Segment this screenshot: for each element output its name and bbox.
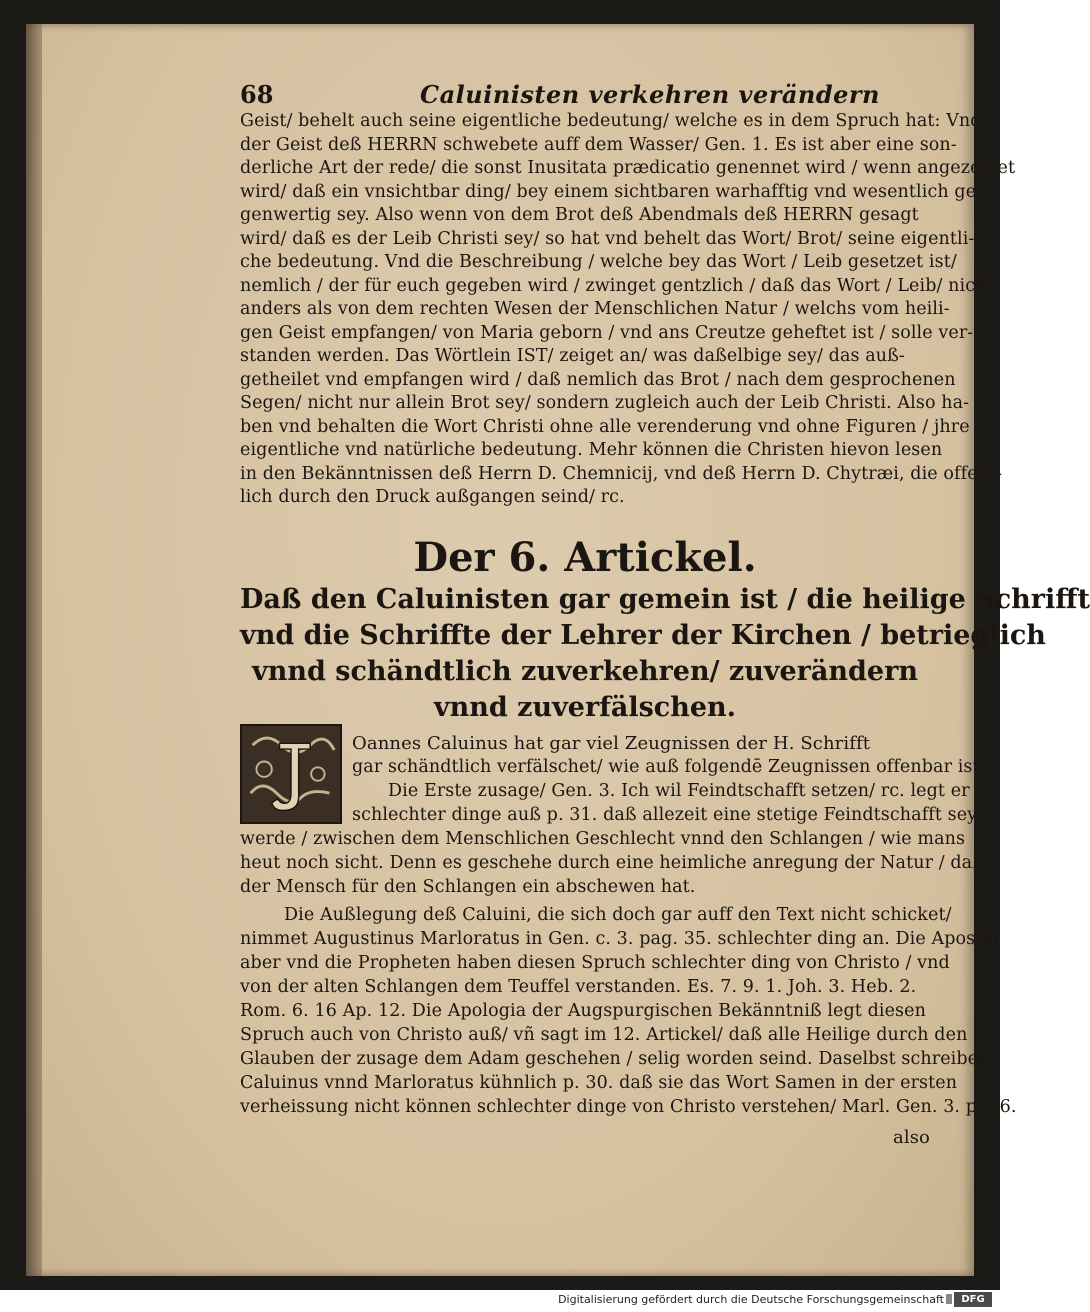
text-line: von der alten Schlangen dem Teuffel verstanden. Es. 7. 9. 1. Joh. 3. Heb. 2.	[240, 977, 917, 997]
text-line: Die Erste zusage/ Gen. 3. Ich wil Feindtschafft setzen/ rc. legt er	[388, 781, 970, 801]
text-line: wird/ daß ein vnsichtbar ding/ bey einem sichtbaren warhafftig vnd wesentlich ge-	[240, 181, 983, 202]
text-line: standen werden. Das Wörtlein IST/ zeiget an/ was daßelbige sey/ das auß-	[240, 346, 905, 366]
article-heading: Der 6. Artickel.	[413, 534, 757, 581]
text-line: werde / zwischen dem Menschlichen Geschlecht vnnd den Schlangen / wie mans	[240, 829, 966, 849]
catchword: also	[893, 1127, 930, 1148]
text-line: Caluinus vnnd Marloratus kühnlich p. 30. daß sie das Wort Samen in der ersten	[240, 1073, 958, 1093]
text-line: wird/ daß es der Leib Christi sey/ so hat vnd behelt das Wort/ Brot/ seine eigentli-	[240, 228, 975, 249]
article-subheading-line: Daß den Caluinisten gar gemein ist / die heilige Schrifft	[240, 584, 1090, 615]
dfg-logo-mark-icon	[946, 1294, 952, 1304]
text-line: lich durch den Druck außgangen seind/ rc.	[240, 487, 625, 507]
text-line: Spruch auch von Christo auß/ vñ sagt im 12. Artickel/ daß alle Heilige durch den	[240, 1025, 968, 1045]
article-subheading-line: vnd die Schriffte der Lehrer der Kirchen / betrieglich	[240, 620, 1046, 651]
ornamental-initial-icon	[242, 726, 340, 822]
decorated-initial-j	[240, 724, 342, 824]
dfg-logo: DFG	[954, 1292, 992, 1307]
text-line: derliche Art der rede/ die sonst Inusitata prædicatio genennet wird / wenn angezeiget	[240, 158, 1016, 178]
running-head	[240, 80, 930, 114]
text-line: getheilet vnd empfangen wird / daß nemlich das Brot / nach dem gesprochenen	[240, 369, 956, 390]
text-line: der Mensch für den Schlangen ein abschewen hat.	[240, 877, 696, 897]
running-title: Caluinisten verkehren verändern	[420, 80, 881, 109]
text-line: nemlich / der für euch gegeben wird / zwinget gentzlich / daß das Wort / Leib/ nicht	[240, 275, 994, 296]
text-line: schlechter dinge auß p. 31. daß allezeit eine stetige Feindtschafft seyn	[352, 805, 989, 825]
text-line: in den Bekänntnissen deß Herrn D. Chemnicij, vnd deß Herrn D. Chytræi, die offent-	[240, 463, 1003, 484]
text-line: gar schändtlich verfälschet/ wie auß folgendē Zeugnissen offenbar ist.	[352, 757, 986, 777]
article-subheading-line: vnnd schändtlich zuverkehren/ zuverändern	[252, 656, 918, 687]
article-subheading-line: vnnd zuverfälschen.	[433, 692, 737, 723]
text-line: Die Außlegung deß Caluini, die sich doch gar auff den Text nicht schicket/	[284, 905, 952, 925]
text-line: Rom. 6. 16 Ap. 12. Die Apologia der Augspurgischen Bekänntniß legt diesen	[240, 1001, 926, 1021]
text-line: Segen/ nicht nur allein Brot sey/ sondern zugleich auch der Leib Christi. Also ha-	[240, 393, 970, 413]
text-line: Glauben der zusage dem Adam geschehen / selig worden seind. Daselbst schreiben	[240, 1049, 990, 1069]
text-line: Oannes Caluinus hat gar viel Zeugnissen der H. Schrifft	[352, 733, 871, 754]
page-gutter-shadow	[26, 24, 42, 1276]
text-line: nimmet Augustinus Marloratus in Gen. c. 3. pag. 35. schlechter ding an. Die Apostel	[240, 929, 999, 949]
text-line: Geist/ behelt auch seine eigentliche bedeutung/ welche es in dem Spruch hat: Vnd	[240, 111, 982, 131]
text-line: che bedeutung. Vnd die Beschreibung / welche bey das Wort / Leib gesetzet ist/	[240, 252, 957, 272]
text-line: eigentliche vnd natürliche bedeutung. Mehr können die Christen hievon lesen	[240, 440, 943, 460]
text-line: genwertig sey. Also wenn von dem Brot deß Abendmals deß HERRN gesagt	[240, 205, 919, 225]
text-line: ben vnd behalten die Wort Christi ohne alle verenderung vnd ohne Figuren / jhre	[240, 416, 970, 437]
text-line: aber vnd die Propheten haben diesen Spruch schlechter ding von Christo / vnd	[240, 953, 950, 973]
text-line: gen Geist empfangen/ von Maria geborn / vnd ans Creutze geheftet ist / solle ver-	[240, 322, 974, 343]
page-number: 68	[240, 80, 274, 109]
digitization-credit: Digitalisierung gefördert durch die Deutsche Forschungsgemeinschaft	[558, 1293, 944, 1306]
text-line: verheissung nicht können schlechter dinge von Christo verstehen/ Marl. Gen. 3. p. 36.	[240, 1097, 1017, 1117]
text-line: der Geist deß HERRN schwebete auff dem Wasser/ Gen. 1. Es ist aber eine son-	[240, 134, 957, 155]
text-line: heut noch sicht. Denn es geschehe durch eine heimliche anregung der Natur / daß	[240, 853, 984, 873]
text-line: anders als von dem rechten Wesen der Menschlichen Natur / welchs vom heili-	[240, 299, 950, 319]
